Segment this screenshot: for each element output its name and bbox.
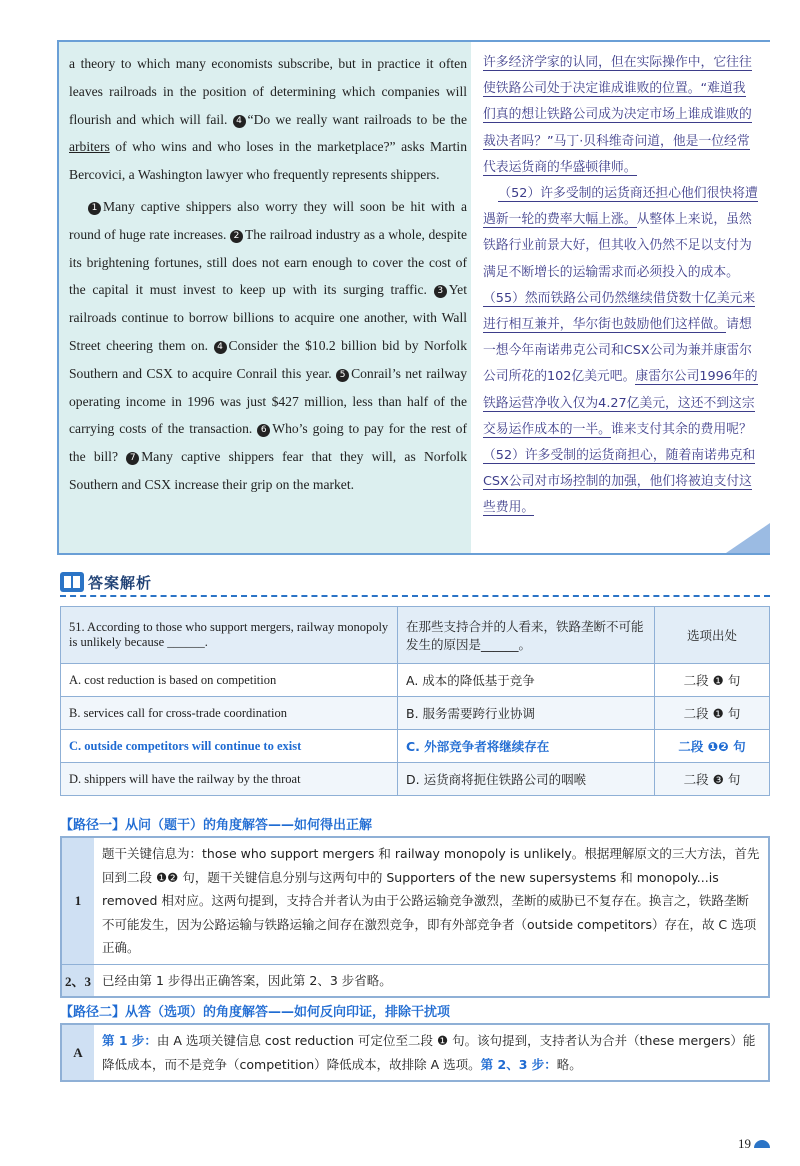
path1-title: 【路径一】从问（题干）的角度解答——如何得出正解 [60,818,373,833]
chinese-paragraph-1 [483,50,758,181]
option-source: 二段 ❶ 句 [655,664,770,697]
step-label: 2、3 [62,965,94,997]
path2-title: 【路径二】从答（选项）的角度解答——如何反向印证，排除干扰项 [60,1005,451,1020]
cn-sentence: （52）许多受制的运货商担心，随着南诺弗克和CSX公司对市场控制的加强，他们将被迫支付这些费用。 [483,448,756,516]
section-title: 答案解析 [88,573,153,592]
page-number [738,1136,770,1152]
option-source: 二段 ❶❷ 句 [655,730,770,763]
option-source: 二段 ❶ 句 [655,697,770,730]
en-sentence: Yet railroads continue to borrow billions to acquire one another, with Wall Street cheering them on. [69,282,467,353]
en-sentence: Who’s going to pay for the rest of the bill? [69,421,467,465]
en-sentence: Many captive shippers also worry they will soon be hit with a round of huge rate increases. [69,198,467,242]
english-paragraph-2 [69,193,467,499]
en-sentence: Many captive shippers fear that they will, as Norfolk Southern and CSX increase their grip on the market. [69,449,467,492]
sentence-number: 4 [233,115,246,128]
book-icon [60,572,84,592]
step-text: 题干关键信息为：those who support mergers 和 railway monopoly is unlikely。根据理解原文的三大方法，首先回到二段 ❶❷ 句，题干关键信息分别与这两句中的 Supporters of the new supersystems 和 monopoly...is removed 相对应。这两句提到，支持合并者认为由于公路运输竞争激烈，垄断的威胁已不复存在。换言之，铁路垄断不可能发生，因为公路运输与铁路运输之间存在激烈竞争，即有外部竞争者（outside competitors）存在，故 C 选项正确。 [102,846,760,955]
cn-sentence: “难道我们真的想让铁路公司成为决定市场上谁成谁败的裁决者吗？”马丁·贝科维奇问道，他是一位经常代表运货商的华盛顿律师。 [483,81,752,175]
en-sentence: Consider the $10.2 billion bid by Norfolk Southern and CSX to acquire Conrail this year. [69,337,467,381]
step-text [94,1025,768,1080]
step-row [62,838,768,964]
option-en: A. cost reduction is based on competition [61,664,398,697]
question-en: 51. According to those who support mergers, railway monopoly is unlikely because ______. [61,607,398,664]
chinese-translation [471,42,770,553]
step-text: 已经由第 1 步得出正确答案，因此第 2、3 步省略。 [102,972,392,988]
option-source: 二段 ❸ 句 [655,763,770,796]
step-row [62,964,768,997]
en-sentence: Conrail’s net railway operating income in 1996 was just $427 million, less than half of the carrying costs of the transaction. [69,365,467,437]
cn-sentence: 康雷尔公司1996年的铁路运营净收入仅为4.27亿美元，这还不到这宗交易运作成本的一半。 [483,369,758,437]
sentence-number: 5 [336,369,349,382]
step-prefix: 第 1 步： [102,1033,157,1048]
step-label: A [62,1025,94,1080]
passage-panel [57,40,770,555]
english-paragraph-1 [69,50,467,189]
option-cn: C. 外部竞争者将继续存在 [398,730,655,763]
table-row [61,697,770,730]
sentence-number: 4 [214,341,227,354]
sentence-number: 6 [257,424,270,437]
step-suffix-text: 略。 [556,1056,582,1072]
step-label: 1 [62,838,94,964]
table-row [61,763,770,796]
path2-steps [60,1023,770,1082]
cn-sentence: （52）许多受制的运货商还担心他们很快将遭遇新一轮的费率大幅上涨。 [483,186,758,228]
english-passage [69,50,467,499]
source-header: 选项出处 [655,607,770,664]
page-number-text: 19 [738,1136,751,1151]
section-divider [60,595,770,597]
table-row [61,664,770,697]
cn-sentence: 从整体上来说，虽然铁路行业前景大好，但其收入仍然不足以支付为满足不断增长的运输需求而必须投入的成本。 [483,212,752,280]
question-cn: 在那些支持合并的人看来，铁路垄断不可能发生的原因是______。 [398,607,655,664]
option-cn: A. 成本的降低基于竞争 [398,664,655,697]
sentence-number: 1 [88,202,101,215]
sentence-number: 3 [434,285,447,298]
option-cn: D. 运货商将扼住铁路公司的咽喉 [398,763,655,796]
en-sentence: The railroad industry as a whole, despite its brightening fortunes, still does not earn enough to cover the cost of the capital it must invest to keep up with its surging traffic. [69,226,467,298]
table-row-correct [61,730,770,763]
cn-sentence: 谁来支付其余的费用呢？ [610,421,752,437]
cn-sentence: 请想一想今年南诺弗克公司和CSX公司为兼并康雷尔公司所花的102亿美元吧。 [483,317,752,385]
step-suffix: 第 2、3 步： [480,1056,557,1072]
underlined-word: arbiters [69,139,110,155]
en-text: “Do we really want railroads to be the [247,111,467,127]
section-header [60,571,152,593]
en-text: of who wins and who loses in the marketplace?” asks Martin Bercovici, a Washington lawyer who frequently represents shippers. [69,139,467,183]
hat-icon [754,1140,770,1148]
answer-table [60,606,770,796]
sentence-number: 7 [126,452,139,465]
path1-steps [60,836,770,998]
step-body: 由 A 选项关键信息 cost reduction 可定位至二段 ❶ 句。该句提到，支持者认为合并（these mergers）能降低成本，而不是竞争（competition）降低成本，故排除 A 选项。 [102,1033,756,1072]
chinese-paragraph-2 [483,181,758,522]
page-fold-decoration [726,523,770,553]
step-row [62,1025,768,1080]
option-cn: B. 服务需要跨行业协调 [398,697,655,730]
cn-sentence: 许多经济学家的认同，但在实际操作中，它往往使铁路公司处于决定谁成谁败的位置。 [483,55,752,97]
cn-sentence: （55）然而铁路公司仍然继续借贷数十亿美元来进行相互兼并，华尔街也鼓励他们这样做。 [483,290,756,333]
option-en: B. services call for cross-trade coordination [61,697,398,730]
table-header-row [61,607,770,664]
sentence-number: 2 [230,230,243,243]
option-en: D. shippers will have the railway by the throat [61,763,398,796]
en-text: a theory to which many economists subscribe, but in practice it often leaves railroads in the position of determining which companies will flourish and which will fail. [69,56,467,127]
option-en: C. outside competitors will continue to exist [61,730,398,763]
